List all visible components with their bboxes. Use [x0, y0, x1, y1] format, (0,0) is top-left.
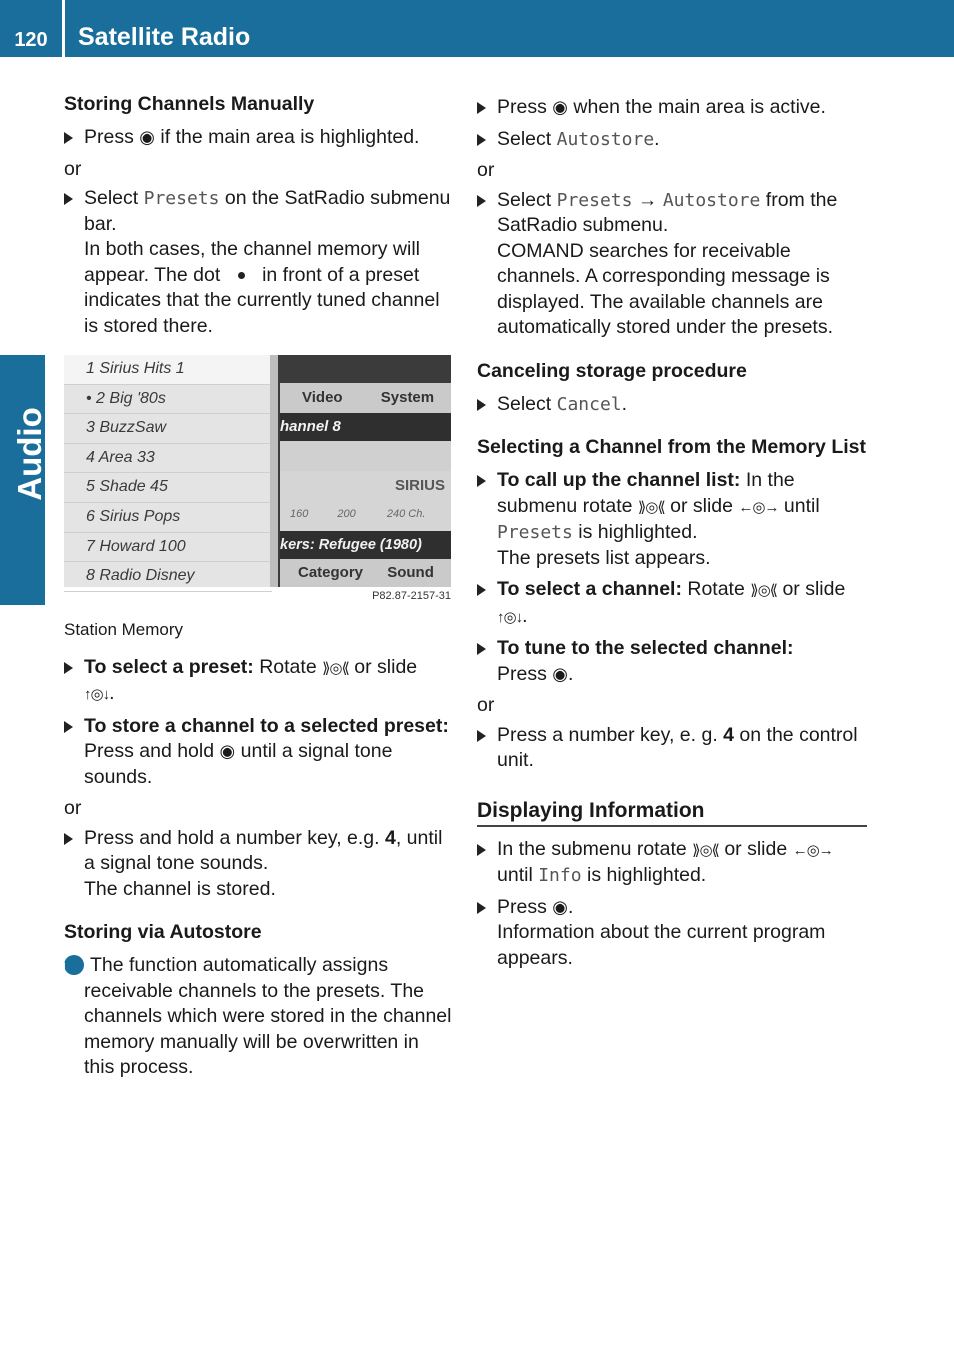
bullet-triangle-icon	[477, 643, 486, 655]
side-tab-label: Audio	[11, 407, 48, 501]
press-button-icon: ◉	[219, 741, 236, 761]
bullet-triangle-icon	[64, 721, 73, 733]
bullet-triangle-icon	[477, 475, 486, 487]
bullet-triangle-icon	[477, 134, 486, 146]
step-select-preset: To select a preset: Rotate ⟫◎⟪ or slide ↑◎↓.	[64, 655, 454, 708]
list-item: 8 Radio Disney	[64, 562, 272, 592]
heading-selecting-channel: Selecting a Channel from the Memory List	[477, 436, 866, 458]
bullet-triangle-icon	[477, 399, 486, 411]
slide-vertical-icon: ↑◎↓	[84, 686, 110, 703]
or-text: or	[64, 157, 82, 180]
list-item: • 2 Big '80s	[64, 385, 272, 415]
step-tune-channel: To tune to the selected channel: Press ◉.	[477, 636, 867, 687]
step-number-key: Press a number key, e. g. 4 on the control unit.	[477, 723, 867, 774]
step-select-autostore: Select Autostore.	[477, 127, 867, 153]
step-hold-number: Press and hold a number key, e.g. 4, until a signal tone sounds. The channel is stored.	[64, 826, 454, 903]
bullet-triangle-icon	[64, 833, 73, 845]
press-button-icon: ◉	[552, 896, 568, 917]
info-icon: i	[64, 955, 84, 975]
page-number: 120	[14, 29, 48, 51]
rotate-controller-icon: ⟫◎⟪	[322, 659, 349, 677]
bullet-triangle-icon	[64, 193, 73, 205]
heading-storing-manually: Storing Channels Manually	[64, 93, 315, 115]
step-press-info: Press ◉. Information about the current program appears.	[477, 895, 867, 972]
page-header	[0, 0, 954, 57]
figure-code: P82.87-2157-31	[372, 589, 451, 602]
step-rotate-info: In the submenu rotate ⟫◎⟪ or slide ←◎→ until Info is highlighted.	[477, 837, 867, 889]
info-note: i The function automatically assigns receivable channels to the presets. The channels which were stored in the channel memory manually will be overwritten in this process.	[62, 954, 452, 1078]
list-item: 3 BuzzSaw	[64, 414, 272, 444]
list-item: 7 Howard 100	[64, 533, 272, 563]
menu-video: Video	[302, 389, 343, 406]
page-title: Satellite Radio	[78, 23, 251, 51]
rotate-controller-icon: ⟫◎⟪	[637, 498, 665, 516]
step-press-active: Press ◉ when the main area is active.	[477, 95, 867, 121]
bullet-triangle-icon	[477, 730, 486, 742]
channel-label: hannel 8	[280, 413, 451, 441]
rotate-controller-icon: ⟫◎⟪	[692, 841, 719, 859]
step-select-channel: To select a channel: Rotate ⟫◎⟪ or slide ↑◎↓.	[477, 577, 867, 630]
list-item: 5 Shade 45	[64, 473, 272, 503]
heading-canceling: Canceling storage procedure	[477, 359, 747, 382]
bullet-triangle-icon	[477, 102, 486, 114]
press-button-icon: ◉	[552, 663, 568, 684]
step-store-channel: To store a channel to a selected preset: Press and hold ◉ until a signal tone sounds.	[64, 714, 454, 791]
station-memory-screenshot	[64, 355, 451, 602]
menu-system: System	[380, 389, 435, 406]
left-column	[64, 92, 454, 1081]
figure-caption: Station Memory	[64, 620, 184, 639]
radio-panel	[280, 355, 451, 587]
bullet-triangle-icon	[64, 662, 73, 674]
step-call-list: To call up the channel list: In the submenu rotate ⟫◎⟪ or slide ←◎→ until Presets is highlighted. The presets list appears.	[477, 468, 867, 571]
or-text: or	[477, 159, 495, 181]
slide-vertical-icon: ↑◎↓	[497, 608, 523, 626]
heading-autostore: Storing via Autostore	[64, 921, 262, 943]
step-select-cancel: Select Cancel.	[477, 392, 867, 418]
sirius-logo: SIRIUS	[394, 477, 445, 494]
bullet-triangle-icon	[477, 195, 486, 207]
list-item: 6 Sirius Pops	[64, 503, 272, 533]
channel-scale: 160 200 240 Ch.	[290, 508, 426, 520]
bullet-triangle-icon	[477, 844, 486, 856]
scrollbar	[270, 355, 278, 587]
bullet-triangle-icon	[477, 584, 486, 596]
bullet-triangle-icon	[64, 132, 73, 144]
slide-horizontal-icon: ←◎→	[792, 841, 833, 859]
preset-list	[64, 355, 272, 587]
heading-displaying-information: Displaying Information	[477, 798, 867, 827]
menu-sound: Sound	[387, 564, 434, 581]
slide-horizontal-icon: ←◎→	[738, 498, 779, 516]
press-button-icon: ◉	[552, 97, 568, 117]
list-item: 1 Sirius Hits 1	[64, 355, 272, 385]
now-playing: kers: Refugee (1980)	[280, 531, 451, 559]
list-item: 4 Area 33	[64, 444, 272, 474]
rotate-controller-icon: ⟫◎⟪	[750, 582, 778, 599]
right-column	[477, 92, 867, 977]
bullet-triangle-icon	[477, 902, 486, 914]
or-text: or	[64, 797, 82, 819]
press-button-icon: ◉	[139, 127, 155, 147]
step-select-presets: Select Presets on the SatRadio submenu bar. In both cases, the channel memory will appear. The dot in front of a preset indicates that the currently tuned channel is stored there.	[64, 186, 454, 339]
step-select-presets-autostore: Select Presets → Autostore from the SatRadio submenu. COMAND searches for receivable channels. A corresponding message is displayed. The available channels are automatically stored under the presets.	[477, 188, 867, 341]
preset-dot-icon	[238, 272, 245, 279]
or-text: or	[477, 694, 495, 716]
menu-category: Category	[298, 564, 364, 581]
step-press-controller: Press ◉ if the main area is highlighted.	[64, 125, 454, 151]
header-separator	[62, 0, 65, 57]
